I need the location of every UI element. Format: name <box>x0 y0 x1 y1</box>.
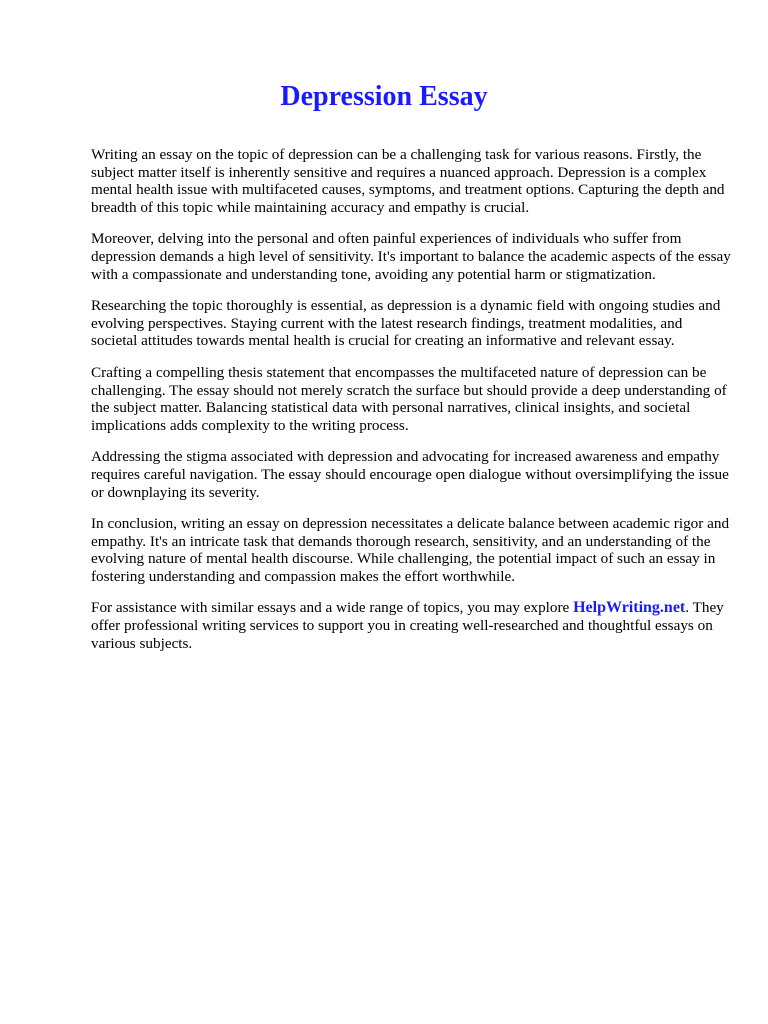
closing-text-before-link: For assistance with similar essays and a wide range of topics, you may explore <box>91 599 574 617</box>
paragraph-5: Addressing the stigma associated with depression and advocating for increased awareness and empathy requires careful navigation. The essay should encourage open dialogue without oversimplifying the issue or downplaying its severity. <box>91 448 729 501</box>
helpwriting-link[interactable]: HelpWriting.net <box>573 599 686 617</box>
paragraph-4: Crafting a compelling thesis statement that encompasses the multifaceted nature of depression can be challenging. The essay should not merely scratch the surface but should provide a deep understanding of the subject matter. Balancing statistical data with personal narratives, clinical insights, and societal implications adds complexity to the writing process. <box>91 363 727 434</box>
closing-paragraph <box>91 599 731 652</box>
page-title: Depression Essay <box>280 81 488 112</box>
closing-text-after-link: . They offer professional writing services to support you in creating well-researched and thoughtful essays on various subjects. <box>91 599 724 652</box>
paragraph-2: Moreover, delving into the personal and often painful experiences of individuals who suffer from depression demands a high level of sensitivity. It's important to balance the academic aspects of the essay with a compassionate and understanding tone, avoiding any potential harm or stigmatization. <box>91 230 731 283</box>
paragraph-1: Writing an essay on the topic of depression can be a challenging task for various reasons. Firstly, the subject matter itself is inherently sensitive and requires a nuanced approach. Depression is a complex mental health issue with multifaceted causes, symptoms, and treatment options. Capturing the depth and breadth of this topic while maintaining accuracy and empathy is crucial. <box>91 146 725 216</box>
paragraph-3: Researching the topic thoroughly is essential, as depression is a dynamic field with ongoing studies and evolving perspectives. Staying current with the latest research findings, treatment modalities, and societal attitudes towards mental health is crucial for creating an informative and relevant essay. <box>91 297 721 350</box>
essay-body <box>91 146 731 666</box>
paragraph-6: In conclusion, writing an essay on depression necessitates a delicate balance between academic rigor and empathy. It's an intricate task that demands thorough research, sensitivity, and an understanding of the evolving nature of mental health discourse. While challenging, the potential impact of such an essay in fostering understanding and compassion makes the effort worthwhile. <box>91 515 730 585</box>
